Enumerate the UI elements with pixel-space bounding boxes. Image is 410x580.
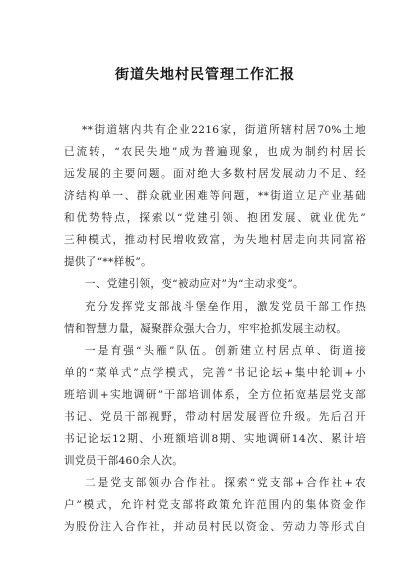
text-line: 远发展的主要问题。面对绝大多数村居发展动力不足、经 <box>64 168 366 180</box>
text-line: 情和智慧力量，凝聚群众强大合力，牢牢抢抓发展主动权。 <box>64 323 348 335</box>
text-line: 户”模式，允许村党支部将政策允许范围内的集体资金作 <box>64 499 366 511</box>
text-line: 已流转，“农民失地”成为普遍现象，也成为制约村居长 <box>64 146 366 158</box>
text-line: 训党员干部460余人次。 <box>64 455 184 467</box>
text-line: 为股份注入合作社，并动员村民以资金、劳动力等形式自 <box>64 521 366 533</box>
text-line: 单的“菜单式”点学模式，完善“书记论坛+集中轮训+小 <box>64 367 366 379</box>
text-line: 提供了“**样板”。 <box>64 256 152 268</box>
text-line: 一是育强“头雁”队伍。创新建立村居点单、街道接 <box>85 345 366 357</box>
text-line: 济结构单一、群众就业困难等问题，**街道立足产业基础 <box>64 190 366 202</box>
text-line: 书记、党员干部视野，带动村居发展晋位升级。先后召开 <box>64 411 366 423</box>
text-line: **街道辖内共有企业2216家，街道所辖村居70%土地 <box>82 124 366 136</box>
text-line: 充分发挥党支部战斗堡垒作用，激发党员干部工作热 <box>85 301 366 313</box>
document-title: 街道失地村民管理工作汇报 <box>115 67 295 83</box>
text-line: 班培训+实地调研”干部培训体系，全方位拓宽基层党支部 <box>64 389 366 401</box>
text-line: 和优势特点，探索以“党建引领、抱团发展、就业优先” <box>64 212 366 224</box>
text-line: 书记论坛12期、小班额培训8期、实地调研14次、累计培 <box>64 433 366 445</box>
section-heading-text: 一、党建引领，变“被动应对”为“主动求变”。 <box>85 278 304 290</box>
text-line: 三种模式，推动村民增收致富，为失地村居走向共同富裕 <box>64 234 366 246</box>
text-line: 二是党支部领办合作社。探索“党支部+合作社+农 <box>85 477 366 489</box>
